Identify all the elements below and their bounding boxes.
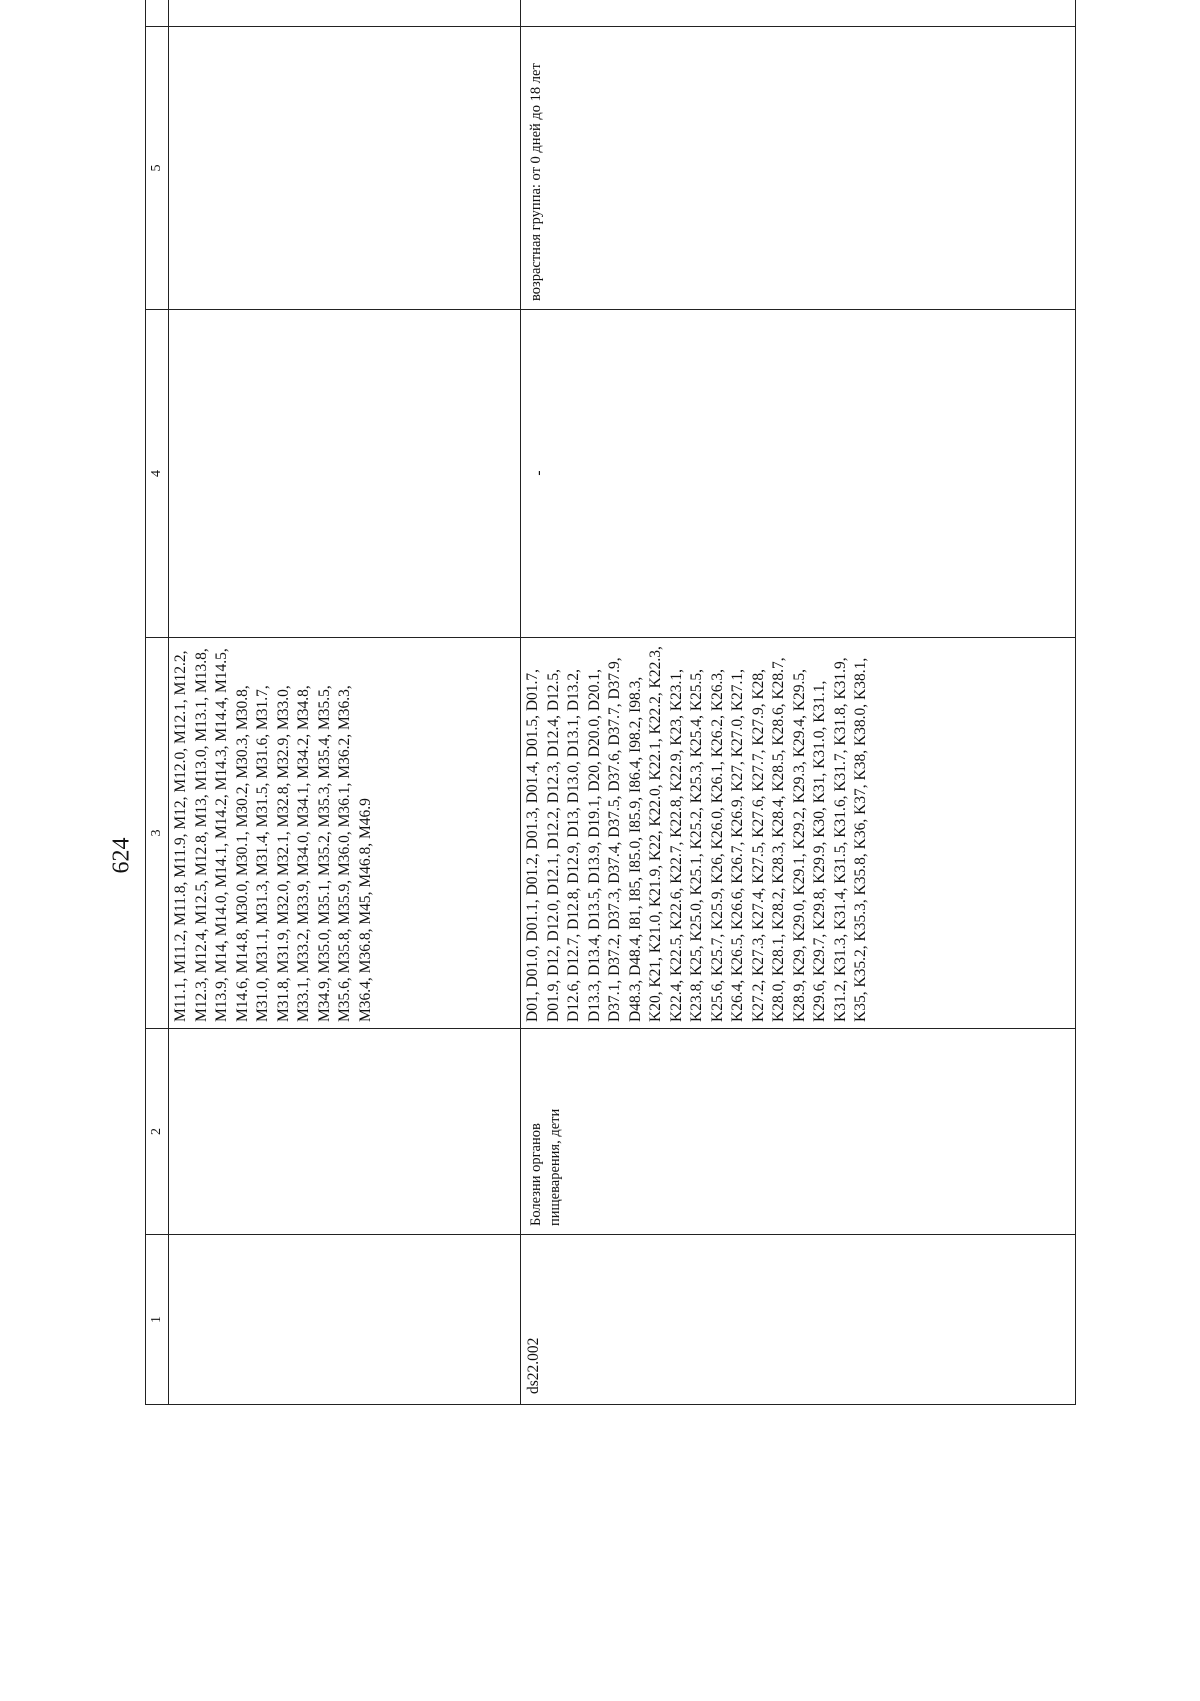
row2-col4-cell bbox=[521, 310, 1076, 638]
rotated-table-area bbox=[145, 63, 1076, 1405]
header-cell-1: 1 bbox=[146, 1235, 169, 1405]
row2-name: Болезни органов пищеварения, дети bbox=[528, 1108, 563, 1226]
row1-col5-cell bbox=[169, 27, 521, 310]
header-row bbox=[146, 0, 169, 1405]
row1-col6-cell bbox=[169, 0, 521, 27]
table-row bbox=[169, 0, 521, 1405]
row2-coefficient bbox=[521, 0, 550, 26]
row1-icd-codes: M11.1, M11.2, M11.8, M11.9, M12, M12.0, M12.1, M12.2, M12.3, M12.4, M12.5, M12.8, M13, M13.0, M13.1, M13.8, M13.9, M14, M14.0, M14.1, M14.2, M14.3, M14.4, M14.5, M14.6, M14.8, M30.0, M30.1, M30.2, M30.3, M30.8, M31.0, M31.1, M31.3, M31.4, M31.5, M31.6, M31.7, M31.8, M31.9, M32.0, M32.1, M32.8, M32.9, M33.0, M33.1, M33.2, M33.9, M34.0, M34.1, M34.2, M34.8, M34.9, M35.0, M35.1, M35.2, M35.3, M35.4, M35.5, M35.6, M35.8, M35.9, M36.0, M36.1, M36.2, M36.3, M36.4, M36.8, M45, M46.8, M46.9 bbox=[172, 648, 374, 1022]
header-cell-3: 3 bbox=[146, 638, 169, 1029]
row1-col4-cell bbox=[169, 310, 521, 638]
row2-col5-cell bbox=[521, 27, 1076, 310]
row1-icd-codes-cell bbox=[169, 638, 521, 1029]
table-frame bbox=[145, 63, 1076, 1405]
header-cell-2: 2 bbox=[146, 1029, 169, 1235]
tariff-table bbox=[145, 0, 1076, 1405]
row2-col6-cell bbox=[521, 0, 1076, 27]
row1-name-cell bbox=[169, 1029, 521, 1235]
row2-icd-codes-cell bbox=[521, 638, 1076, 1029]
table-row bbox=[521, 0, 1076, 1405]
header-cell-6 bbox=[146, 0, 169, 27]
row2-age-group: возрастная группа: от 0 дней до 18 лет bbox=[528, 63, 544, 301]
header-cell-5: 5 bbox=[146, 27, 169, 310]
row2-code: ds22.002 bbox=[525, 1337, 542, 1394]
row2-dash: - bbox=[530, 470, 547, 476]
page-number: 624 bbox=[108, 837, 135, 874]
header-cell-4: 4 bbox=[146, 310, 169, 638]
row2-icd-codes: D01, D01.0, D01.1, D01.2, D01.3, D01.4, D01.5, D01.7, D01.9, D12, D12.0, D12.1, D12.2, D12.3, D12.4, D12.5, D12.6, D12.7, D12.8, D12.9, D13, D13.0, D13.1, D13.2, D13.3, D13.4, D13.5, D13.9, D19.1, D20, D20.0, D20.1, D37.1, D37.2, D37.3, D37.4, D37.5, D37.6, D37.7, D37.9, D48.3, D48.4, I81, I85, I85.0, I85.9, I86.4, I98.2, I98.3, K20, K21, K21.0, K21.9, K22, K22.0, K22.1, K22.2, K22.3, K22.4, K22.5, K22.6, K22.7, K22.8, K22.9, K23, K23.1, K23.8, K25, K25.0, K25.1, K25.2, K25.3, K25.4, K25.5, K25.6, K25.7, K25.9, K26, K26.0, K26.1, K26.2, K26.3, K26.4, K26.5, K26.6, K26.7, K26.9, K27, K27.0, K27.1, K27.2, K27.3, K27.4, K27.5, K27.6, K27.7, K27.9, K28, K28.0, K28.1, K28.2, K28.3, K28.4, K28.5, K28.6, K28.7, K28.9, K29, K29.0, K29.1, K29.2, K29.3, K29.4, K29.5, K29.6, K29.7, K29.8, K29.9, K30, K31, K31.0, K31.1, K31.2, K31.3, K31.4, K31.5, K31.6, K31.7, K31.8, K31.9, K35, K35.2, K35.3, K35.8, K36, K37, K38, K38.0, K38.1, bbox=[524, 646, 869, 1022]
row2-code-cell bbox=[521, 1235, 1076, 1405]
row1-code-cell bbox=[169, 1235, 521, 1405]
row2-name-cell bbox=[521, 1029, 1076, 1235]
